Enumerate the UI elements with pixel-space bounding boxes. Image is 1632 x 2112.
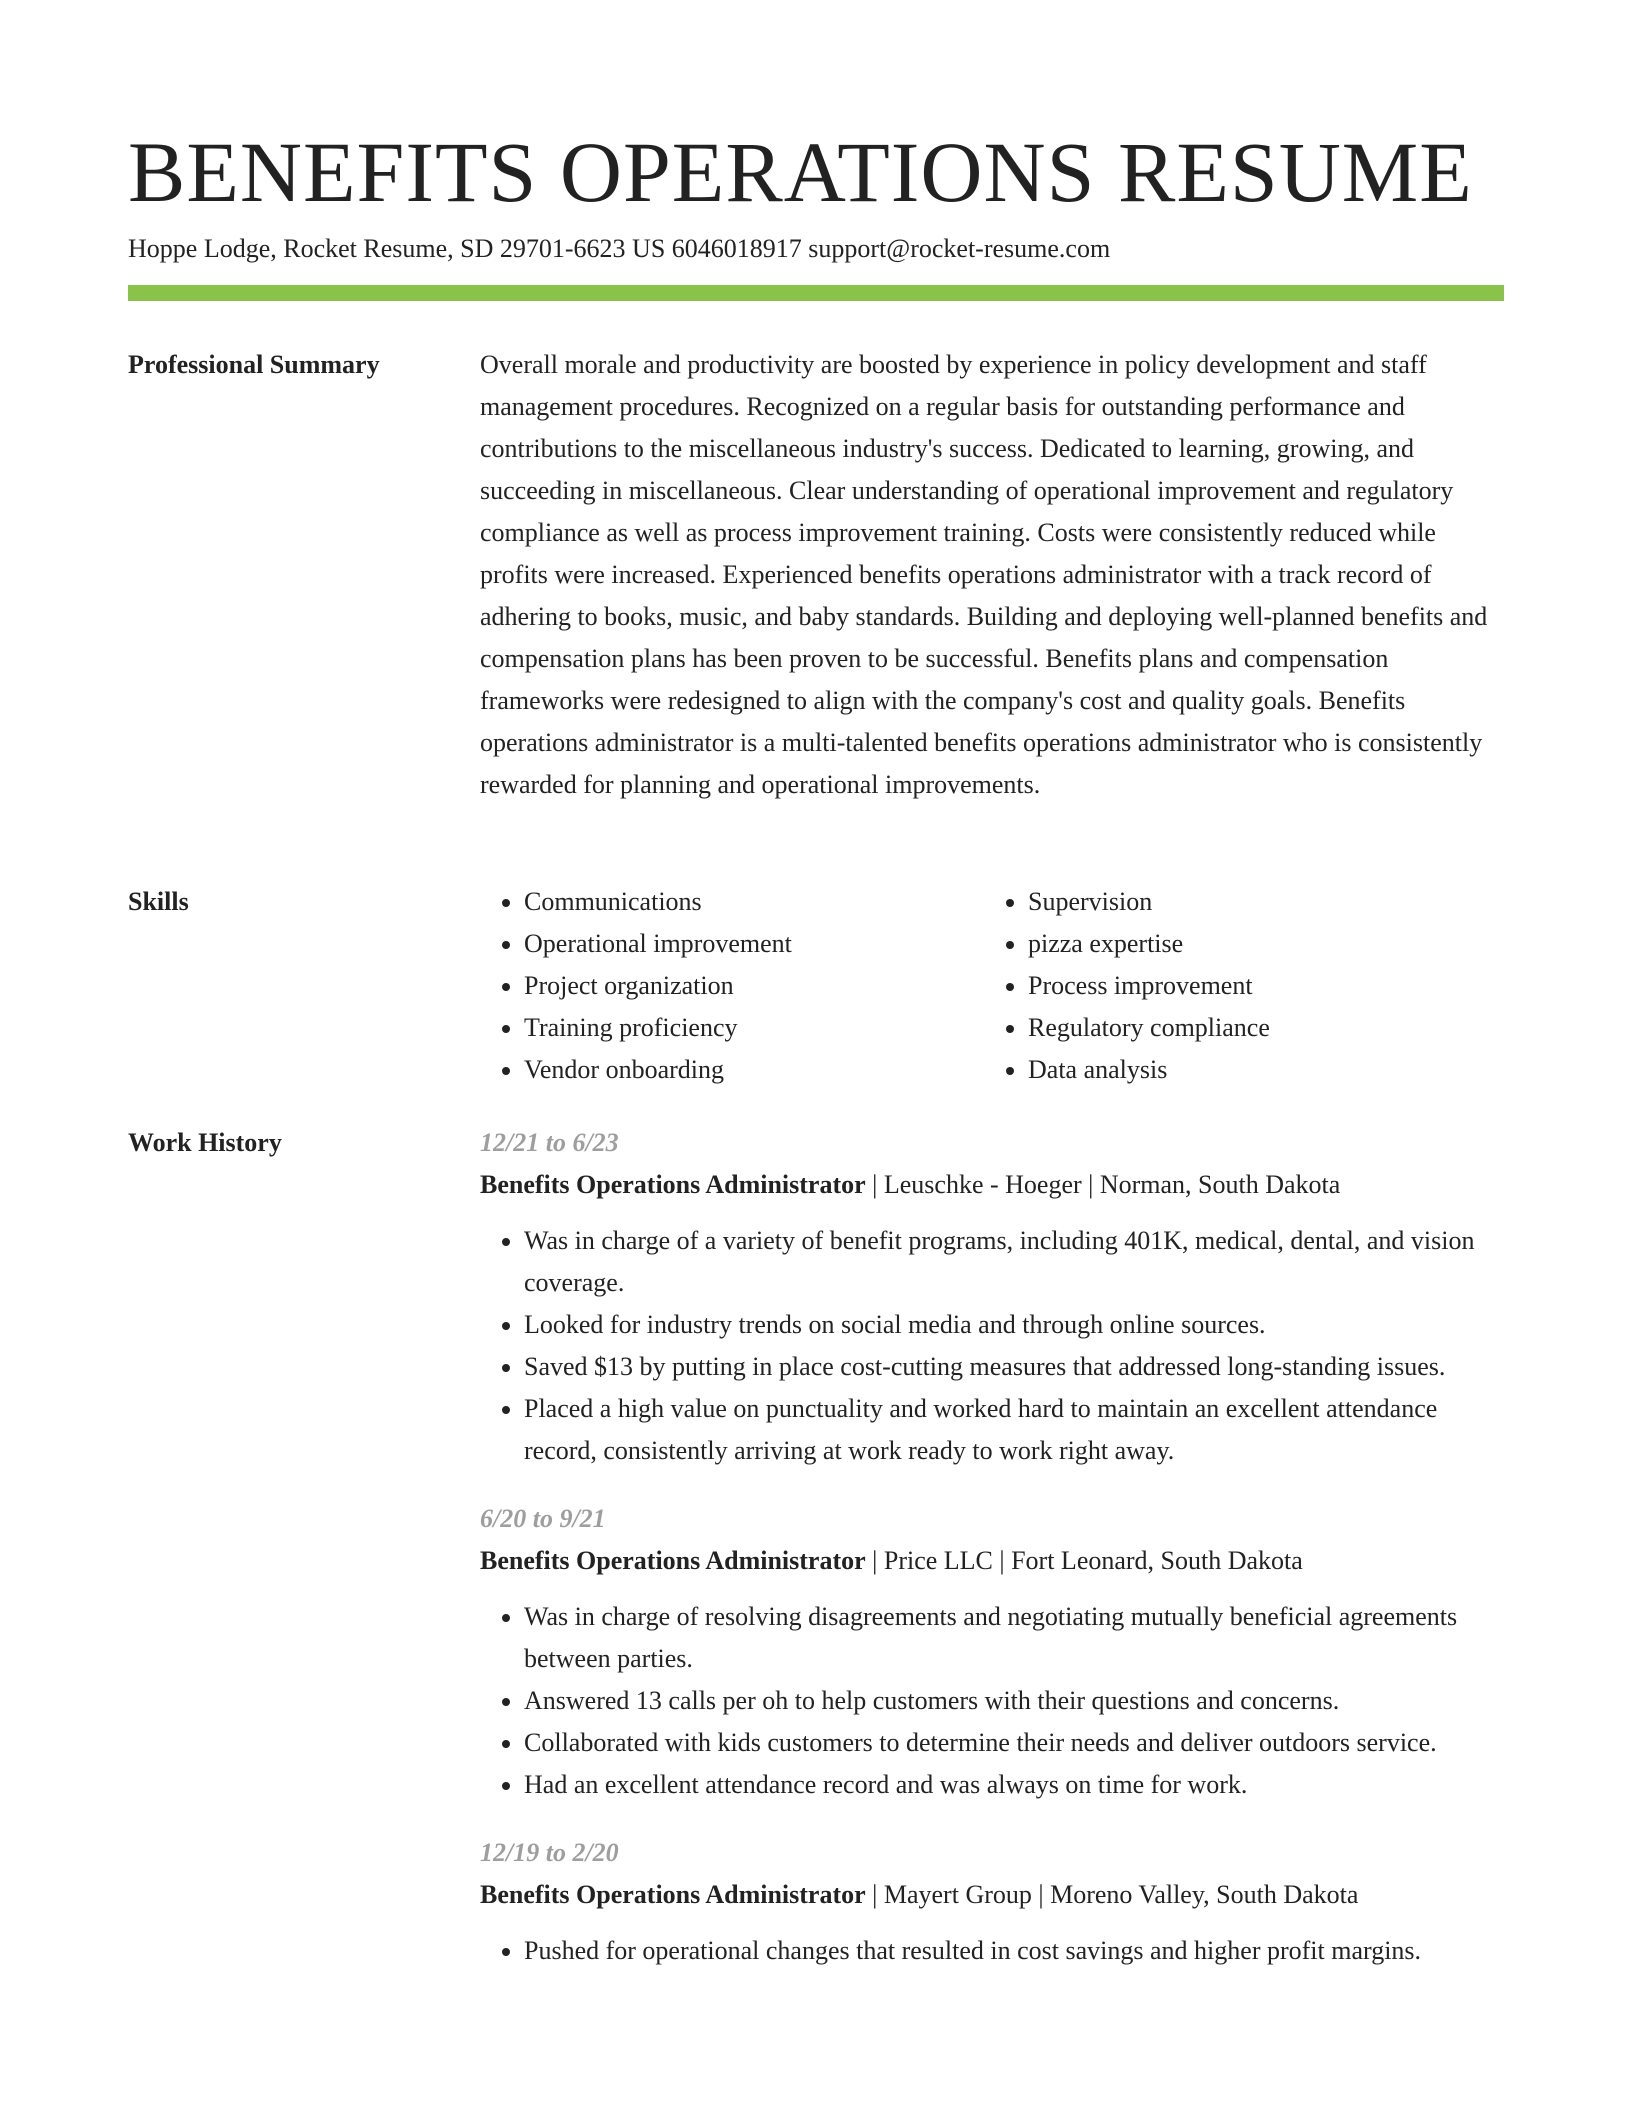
job-bullets	[480, 1220, 1504, 1472]
skill-item: • Training proficiency	[524, 1007, 984, 1049]
job-entry	[480, 1832, 1504, 1972]
summary-label: Professional Summary	[128, 350, 380, 379]
job-bullet: • Collaborated with kids customers to determine their needs and deliver outdoors service.	[524, 1722, 1504, 1764]
skills-list-left	[480, 881, 984, 1091]
job-bullet: • Placed a high value on punctuality and worked hard to maintain an excellent attendance record, consistently arriving at work ready to work right away.	[524, 1388, 1504, 1472]
job-bullet: • Saved $13 by putting in place cost-cutting measures that addressed long-standing issues.	[524, 1346, 1504, 1388]
skills-columns	[480, 881, 1504, 1091]
skills-list-right	[984, 881, 1488, 1091]
job-entry	[480, 1498, 1504, 1806]
job-details: | Price LLC | Fort Leonard, South Dakota	[865, 1546, 1303, 1575]
job-title: Benefits Operations Administrator	[480, 1880, 866, 1909]
job-title: Benefits Operations Administrator	[480, 1170, 866, 1199]
skill-item: • Regulatory compliance	[1028, 1007, 1488, 1049]
skill-item: • Operational improvement	[524, 923, 984, 965]
skill-item: • Data analysis	[1028, 1049, 1488, 1091]
contact-line: Hoppe Lodge, Rocket Resume, SD 29701-6623 US 6046018917 support@rocket-resume.com	[128, 234, 1111, 263]
skills-label: Skills	[128, 887, 189, 916]
skills-body	[480, 881, 1504, 1091]
job-bullets	[480, 1596, 1504, 1806]
job-date: 12/19 to 2/20	[480, 1838, 619, 1867]
summary-text: Overall morale and productivity are boosted by experience in policy development and staff management procedures. Recognized on a regular basis for outstanding performance and contributions to the miscellaneous industry's success. Dedicated to learning, growing, and succeeding in miscellaneous. Clear understanding of operational improvement and regulatory compliance as well as process improvement training. Costs were consistently reduced while profits were increased. Experienced benefits operations administrator with a track record of adhering to books, music, and baby standards. Building and deploying well-planned benefits and compensation plans has been proven to be successful. Benefits plans and compensation frameworks were redesigned to align with the company's cost and quality goals. Benefits operations administrator is a multi-talented benefits operations administrator who is consistently rewarded for planning and operational improvements.	[480, 350, 1488, 799]
job-title-line	[480, 1164, 1504, 1206]
work-history-label: Work History	[128, 1128, 282, 1157]
job-title-line	[480, 1874, 1504, 1916]
skill-item: • Vendor onboarding	[524, 1049, 984, 1091]
job-bullet: • Was in charge of resolving disagreements and negotiating mutually beneficial agreements between parties.	[524, 1596, 1504, 1680]
job-title-line	[480, 1540, 1504, 1582]
job-title: Benefits Operations Administrator	[480, 1546, 866, 1575]
job-bullet: • Was in charge of a variety of benefit programs, including 401K, medical, dental, and vision coverage.	[524, 1220, 1504, 1304]
job-details: | Mayert Group | Moreno Valley, South Dakota	[865, 1880, 1359, 1909]
skill-item: • Project organization	[524, 965, 984, 1007]
job-bullet: • Had an excellent attendance record and was always on time for work.	[524, 1764, 1504, 1806]
summary-body	[480, 344, 1504, 806]
skill-item: • Process improvement	[1028, 965, 1488, 1007]
job-date: 12/21 to 6/23	[480, 1128, 619, 1157]
job-date: 6/20 to 9/21	[480, 1504, 606, 1533]
skill-item: • pizza expertise	[1028, 923, 1488, 965]
skill-item: • Supervision	[1028, 881, 1488, 923]
job-bullet: • Answered 13 calls per oh to help customers with their questions and concerns.	[524, 1680, 1504, 1722]
work-history-body	[480, 1122, 1504, 1998]
job-bullets	[480, 1930, 1504, 1972]
skill-item: • Communications	[524, 881, 984, 923]
job-entry	[480, 1122, 1504, 1472]
job-bullet: • Looked for industry trends on social media and through online sources.	[524, 1304, 1504, 1346]
resume-title: BENEFITS OPERATIONS RESUME	[128, 124, 1473, 220]
job-details: | Leuschke - Hoeger | Norman, South Dakota	[865, 1170, 1341, 1199]
accent-divider	[128, 285, 1504, 301]
job-bullet: • Pushed for operational changes that resulted in cost savings and higher profit margins.	[524, 1930, 1504, 1972]
